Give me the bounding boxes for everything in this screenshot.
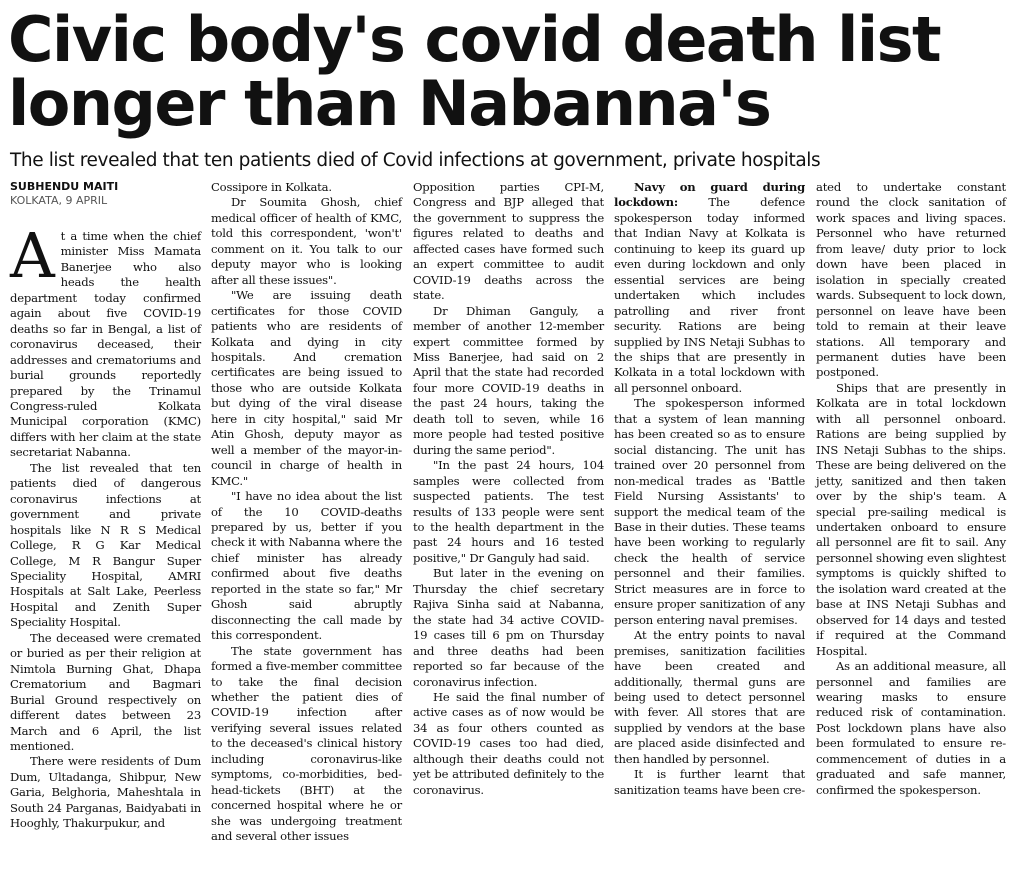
article-paragraph: "I have no idea about the list of the 10 COVID-deaths prepared by us, better if you check it with Nabanna where the chief minister has already confirmed about five deaths reported in the state so far," Mr Ghosh said abruptly disconnecting the call made by this correspondent. bbox=[211, 489, 402, 643]
article-paragraph: ated to undertake constant round the clock sanitation of work spaces and living spaces. Personnel who have returned from leave/ duty prior to lock down have been placed in isolation in specially created wards. Subsequent to lock down, personnel on leave have been told to remain at their leave stations. All temporary and permanent duties have been postponed. bbox=[816, 180, 1006, 380]
article-column-4 bbox=[614, 180, 805, 798]
article-paragraph: "In the past 24 hours, 104 samples were collected from suspected patients. The test results of 133 people were sent to the health department in the past 24 hours and 16 tested positive," Dr Ganguly had said. bbox=[413, 458, 604, 565]
article-paragraph: Cossipore in Kolkata. bbox=[211, 180, 332, 194]
article-paragraph: The spokesperson informed that a system of lean manning has been created so as to ensure social distancing. The unit has trained over 20 personnel from non-medical trades as 'Battle Field Nursing Assistants' to support the medical team of the Base in their duties. These teams have been working to regularly check the health of service personnel and their families. Strict measures are in force to ensure proper sanitization of any person entering naval premises. bbox=[614, 396, 805, 627]
article-paragraph: The deceased were cremated or buried as per their religion at Nimtola Burning Ghat, Dhapa Crematorium and Bagmari Burial Ground respectively on different dates between 23 March and 6 April, the list mentioned. bbox=[10, 630, 201, 753]
article-paragraph: Dr Dhiman Ganguly, a member of another 12-member expert committee formed by Miss Banerjee, had said on 2 April that the state had recorded four more COVID-19 deaths in the past 24 hours, taking the death toll to seven, while 16 more people had tested positive during the same period". bbox=[413, 303, 604, 457]
byline bbox=[10, 180, 118, 208]
paragraph-text: t a time when the chief minister Miss Mamata Banerjee who also heads the health department today confirmed again about five COVID-19 deaths so far in Bengal, a list of coronavirus deceased, their addresses and crematoriums and burial grounds reportedly prepared by the Trinamul Congress-ruled Kolkata Municipal corporation (KMC) differs with her claim at the state secretariat Nabanna. bbox=[10, 229, 201, 460]
article-paragraph: At the entry points to naval premises, sanitization facilities have been created and additionally, thermal guns are being used to detect personnel with fever. All stores that are supplied by vendors at the base are placed aside disinfected and then handled by personnel. bbox=[614, 628, 805, 766]
article-column-2 bbox=[211, 180, 402, 844]
article-paragraph: As an additional measure, all personnel and families are wearing masks to ensure reduced risk of contamination. Post lockdown plans have also been formulated to ensure re-commencement of duties in a graduated and safe manner, confirmed the spokesperson. bbox=[816, 659, 1006, 797]
byline-dateline: KOLKATA, 9 APRIL bbox=[10, 194, 108, 207]
article-paragraph: There were residents of Dum Dum, Ultadanga, Shibpur, New Garia, Belghoria, Maheshtala in South 24 Parganas, Baidyabati in Hooghly, Thakurpukur, and bbox=[10, 754, 201, 831]
paragraph-text: The defence spokesperson today informed that Indian Navy at Kolkata is continuing to keep its guard up even during lockdown and only essential services are being undertaken which includes patrolling and river front security. Rations are being supplied by INS Netaji Subhas to the ships that are presently in Kolkata in a total lockdown with all personnel onboard. bbox=[614, 195, 805, 395]
article-paragraph: The state government has formed a five-member committee to take the final decision whether the patient dies of COVID-19 infection after verifying several issues related to the deceased's clinical history including coronavirus-like symptoms, co-morbidities, bed-head-tickets (BHT) at the concerned hospital where he or she was undergoing treatment and several other issues bbox=[211, 643, 402, 844]
article-paragraph: It is further learnt that sanitization teams have been cre- bbox=[614, 767, 805, 797]
article-column-1 bbox=[10, 219, 201, 832]
deck-subheadline: The list revealed that ten patients died of Covid infections at government, private hospitals bbox=[10, 150, 821, 171]
article-paragraph: Ships that are presently in Kolkata are in total lockdown with all personnel onboard. Rations are being supplied by INS Netaji Subhas to the ships. These are being delivered on the jetty, sanitized and then taken over by the ship's team. A special pre-sailing medical is undertaken onboard to ensure all personnel are fit to sail. Any personnel showing even slightest symptoms is quickly shifted to the isolation ward created at the base at INS Netaji Subhas and observed for 14 days and tested if required at the Command Hospital. bbox=[816, 380, 1006, 658]
article-paragraph: "We are issuing death certificates for those COVID patients who are residents of Kolkata and dying in city hospitals. And cremation certificates are being issued to those who are outside Kolkata but dying of the viral disease here in city hospital," said Mr Atin Ghosh, deputy mayor as well a member of the mayor-in-council in charge of health in KMC." bbox=[211, 288, 402, 488]
article-paragraph: The list revealed that ten patients died of dangerous coronavirus infections at government and private hospitals like N R S Medical College, R G Kar Medical College, M R Bangur Super Speciality Hospital, AMRI Hospitals at Salt Lake, Peerless Hospital and Zenith Super Speciality Hospital. bbox=[10, 460, 201, 630]
drop-cap: A bbox=[10, 219, 55, 292]
byline-author: SUBHENDU MAITI bbox=[10, 180, 119, 193]
article-column-3 bbox=[413, 180, 604, 798]
headline: Civic body's covid death list longer than Nabanna's bbox=[8, 3, 941, 140]
section-subhead: Navy on guard during lockdown: bbox=[614, 180, 805, 210]
article-paragraph: But later in the evening on Thursday the chief secretary Rajiva Sinha said at Nabanna, the state had 34 active COVID-19 cases till 6 pm on Thursday and three deaths had been reported so far because of the coronavirus infection. bbox=[413, 566, 604, 689]
article-paragraph: Dr Soumita Ghosh, chief medical officer of health of KMC, told this correspondent, 'won't' comment on it. You talk to our deputy mayor who is looking after all these issues". bbox=[211, 195, 402, 287]
article-paragraph bbox=[10, 219, 201, 461]
article-paragraph: Opposition parties CPI-M, Congress and BJP alleged that the government to suppress the figures related to deaths and affected cases have formed such an expert committee to audit COVID-19 deaths across the state. bbox=[413, 180, 604, 303]
article-paragraph: He said the final number of active cases as of now would be 34 as four others counted as COVID-19 cases too had died, although their deaths could not yet be attributed definitely to the coronavirus. bbox=[413, 689, 604, 797]
article-column-5 bbox=[816, 180, 1006, 798]
article-paragraph bbox=[614, 180, 805, 396]
